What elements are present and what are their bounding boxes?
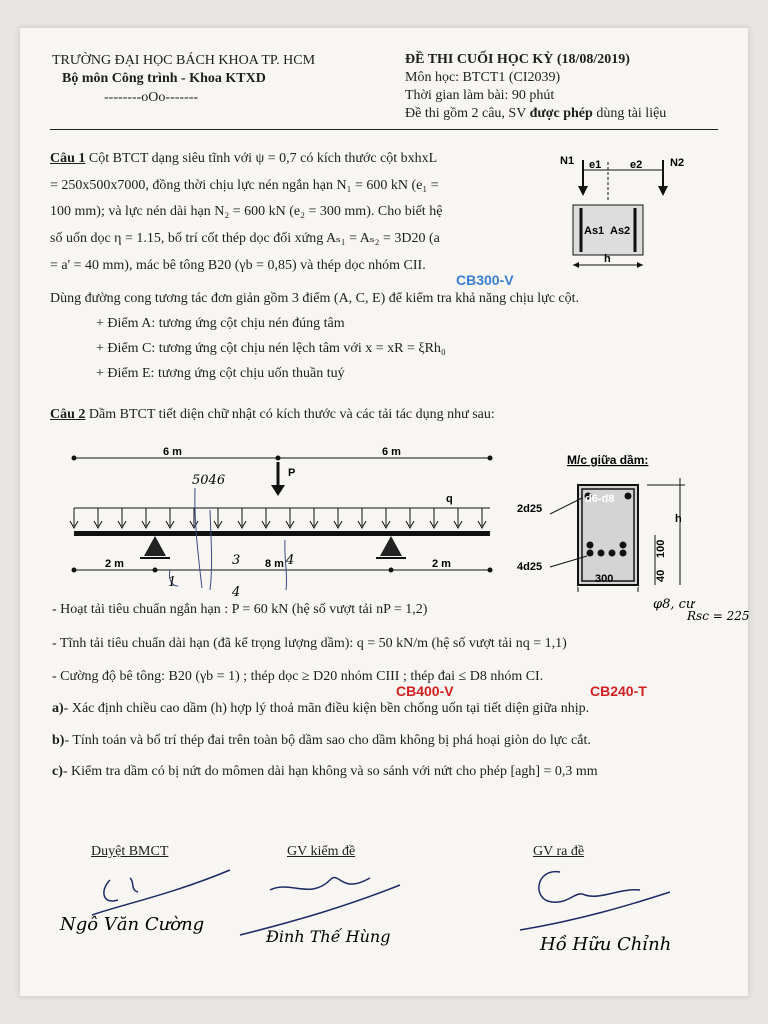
dim-right-label: 2 m bbox=[432, 558, 451, 570]
hand-note-4: 4 bbox=[232, 585, 241, 600]
n2-arrowhead bbox=[658, 186, 668, 196]
sig-author-title: GV ra đề bbox=[533, 844, 585, 859]
q2-dead-load: - Tĩnh tải tiêu chuẩn dài hạn (đã kể trọng lượng dầm): q = 50 kN/m (hệ số vượt tải nq = 1,1) bbox=[52, 636, 567, 651]
q2-live-load: - Hoạt tải tiêu chuẩn ngắn hạn : P = 60 kN (hệ số vượt tải nP = 1,2) bbox=[52, 602, 428, 617]
h-dim-arrow-left bbox=[573, 262, 579, 268]
rules-pre: Đề thi gồm 2 câu, SV bbox=[405, 106, 527, 121]
q1-point-c: + Điểm C: tương ứng cột chịu nén lệch tâm với x = xR = ξRh₀ bbox=[96, 341, 446, 356]
stirrup-label: d6-d8 bbox=[585, 493, 615, 505]
q2-task-c bbox=[52, 764, 598, 780]
header-divider bbox=[50, 129, 718, 130]
bottom-bar-3 bbox=[609, 550, 616, 557]
h-dim-arrow-right bbox=[637, 262, 643, 268]
e2-label: e2 bbox=[630, 159, 643, 171]
task-a-text: - Xác định chiều cao dầm (h) hợp lý thoả mãn điều kiện bền chống uốn tại tiết diện giữa nhịp. bbox=[63, 701, 590, 716]
q1-line-1 bbox=[50, 151, 437, 167]
q2-task-a bbox=[52, 701, 589, 717]
header-ornament: --------oOo------- bbox=[104, 90, 199, 105]
dim-dot-mid bbox=[276, 456, 281, 461]
task-b-label: b) bbox=[52, 733, 65, 748]
signature-author bbox=[520, 872, 670, 930]
column-section-figure bbox=[548, 150, 698, 275]
bdim-dot-3 bbox=[389, 568, 394, 573]
exam-title: ĐỀ THI CUỐI HỌC KỲ (18/08/2019) bbox=[405, 52, 630, 67]
q2-annotation-2: CB240-T bbox=[590, 683, 647, 699]
hand-note-1: 5046 bbox=[192, 473, 226, 488]
exam-duration: Thời gian làm bài: 90 phút bbox=[405, 88, 555, 103]
q2-task-b bbox=[52, 733, 591, 749]
bottom-bar-2 bbox=[598, 550, 605, 557]
bottom-bar-6 bbox=[620, 542, 627, 549]
bottom-bar-1 bbox=[587, 550, 594, 557]
as1-label: As1 bbox=[584, 225, 605, 237]
q1-line-2: = 250x500x7000, đồng thời chịu lực nén ngắn hạn N₁ = 600 kN (e₁ = bbox=[50, 178, 439, 193]
hand-note-5: 4 bbox=[286, 553, 295, 568]
task-a-label: a) bbox=[52, 701, 64, 716]
q1-text-1: Cột BTCT dạng siêu tĩnh với ψ = 0,7 có kích thước cột bxhxL bbox=[88, 151, 438, 166]
n1-label: N1 bbox=[560, 155, 575, 167]
sig-review-name: Đinh Thế Hùng bbox=[266, 927, 391, 946]
dim-left-label: 2 m bbox=[105, 558, 124, 570]
rules-bold: được phép bbox=[529, 106, 593, 121]
signatures-area bbox=[40, 860, 740, 970]
q1-line-6: Dùng đường cong tương tác đơn giản gồm 3 điểm (A, C, E) để kiểm tra khả năng chịu lực cột. bbox=[50, 291, 580, 306]
hand-strokes bbox=[169, 488, 286, 590]
dim-dot-right bbox=[488, 456, 493, 461]
beam-diagram bbox=[60, 440, 500, 600]
support-left bbox=[144, 536, 166, 556]
point-load-label: P bbox=[288, 467, 296, 479]
beam-section-figure bbox=[515, 450, 750, 623]
bdim-dot-2 bbox=[153, 568, 158, 573]
dim-100-label: 100 bbox=[655, 539, 667, 558]
q1-heading: Câu 1 bbox=[50, 151, 86, 166]
exam-rules bbox=[405, 106, 666, 122]
q2-annotation-1: CB400-V bbox=[396, 683, 454, 699]
department-name: Bộ môn Công trình - Khoa KTXD bbox=[62, 71, 266, 86]
sig-author-name: Hồ Hữu Chỉnh bbox=[540, 934, 672, 955]
bottom-bars-label: 4d25 bbox=[517, 561, 543, 573]
q2-materials: - Cường độ bê tông: B20 (γb = 1) ; thép dọc ≥ D20 nhóm CIII ; thép đai ≤ D8 nhóm CI. bbox=[52, 669, 544, 684]
q1-line-5: = a' = 40 mm), mác bê tông B20 (γb = 0,85) và thép dọc nhóm CII. bbox=[50, 258, 426, 273]
section-hand-1: φ8, cư bbox=[653, 597, 695, 612]
sig-approve-name: Ngô Văn Cường bbox=[60, 914, 205, 935]
q1-line-4: số uốn dọc η = 1.15, bố trí cốt thép dọc đối xứng Aₛ₁ = Aₛ₂ = 3D20 (a bbox=[50, 231, 440, 246]
bottom-bar-5 bbox=[587, 542, 594, 549]
section-title: M/c giữa dầm: bbox=[567, 453, 649, 467]
task-c-text: - Kiểm tra dầm có bị nứt do mômen dài hạn không và so sánh với nứt cho phép [agh] = 0,3 mm bbox=[62, 764, 598, 779]
top-bars-label: 2d25 bbox=[517, 503, 543, 515]
signature-approve bbox=[92, 870, 230, 915]
support-right bbox=[380, 536, 402, 556]
dim-mid-label: 8 m bbox=[265, 558, 284, 570]
sig-approve-title: Duyệt BMCT bbox=[91, 844, 169, 859]
span-left-label: 6 m bbox=[163, 446, 182, 458]
h-label: h bbox=[604, 253, 611, 265]
exam-subject: Môn học: BTCT1 (CI2039) bbox=[405, 70, 561, 85]
bdim-dot-1 bbox=[72, 568, 77, 573]
hand-note-3: 3 bbox=[232, 553, 241, 568]
as2-label: As2 bbox=[610, 225, 631, 237]
q2-intro: Dầm BTCT tiết diện chữ nhật có kích thước và các tải tác dụng như sau: bbox=[88, 407, 495, 422]
point-load-arrowhead bbox=[271, 485, 285, 496]
bottom-bar-4 bbox=[620, 550, 627, 557]
dim-40-label: 40 bbox=[655, 569, 667, 582]
bdim-dot-4 bbox=[488, 568, 493, 573]
task-c-label: c) bbox=[52, 764, 63, 779]
dist-load-arrows bbox=[70, 508, 486, 528]
hand-note-2: 1 bbox=[168, 575, 177, 590]
dist-load-label: q bbox=[446, 493, 453, 505]
rules-post: dùng tài liệu bbox=[596, 106, 667, 121]
dim-dot-left bbox=[72, 456, 77, 461]
span-right-label: 6 m bbox=[382, 446, 401, 458]
section-hand-2: Rsc = 225 bbox=[687, 609, 750, 623]
q2-line-1 bbox=[50, 407, 495, 423]
top-bar-2 bbox=[625, 493, 632, 500]
q1-point-e: + Điểm E: tương ứng cột chịu uốn thuần tuý bbox=[96, 366, 345, 381]
e1-label: e1 bbox=[589, 159, 602, 171]
task-b-text: - Tính toán và bố trí thép đai trên toàn bộ dầm sao cho dầm không bị phá hoại giòn do lực cắt. bbox=[64, 733, 591, 748]
school-name: TRƯỜNG ĐẠI HỌC BÁCH KHOA TP. HCM bbox=[52, 53, 316, 68]
q2-heading: Câu 2 bbox=[50, 407, 86, 422]
q1-point-a: + Điểm A: tương ứng cột chịu nén đúng tâm bbox=[96, 316, 345, 331]
q1-line-3: 100 mm); và lực nén dài hạn N₂ = 600 kN (e₂ = 300 mm). Cho biết hệ bbox=[50, 204, 443, 219]
n2-label: N2 bbox=[670, 157, 685, 169]
beam bbox=[74, 531, 490, 536]
n1-arrowhead bbox=[578, 186, 588, 196]
width-label: 300 bbox=[595, 573, 614, 585]
section-h-label: h bbox=[675, 513, 682, 525]
sig-review-title: GV kiểm đề bbox=[287, 844, 356, 859]
q1-annotation: CB300-V bbox=[456, 272, 514, 288]
